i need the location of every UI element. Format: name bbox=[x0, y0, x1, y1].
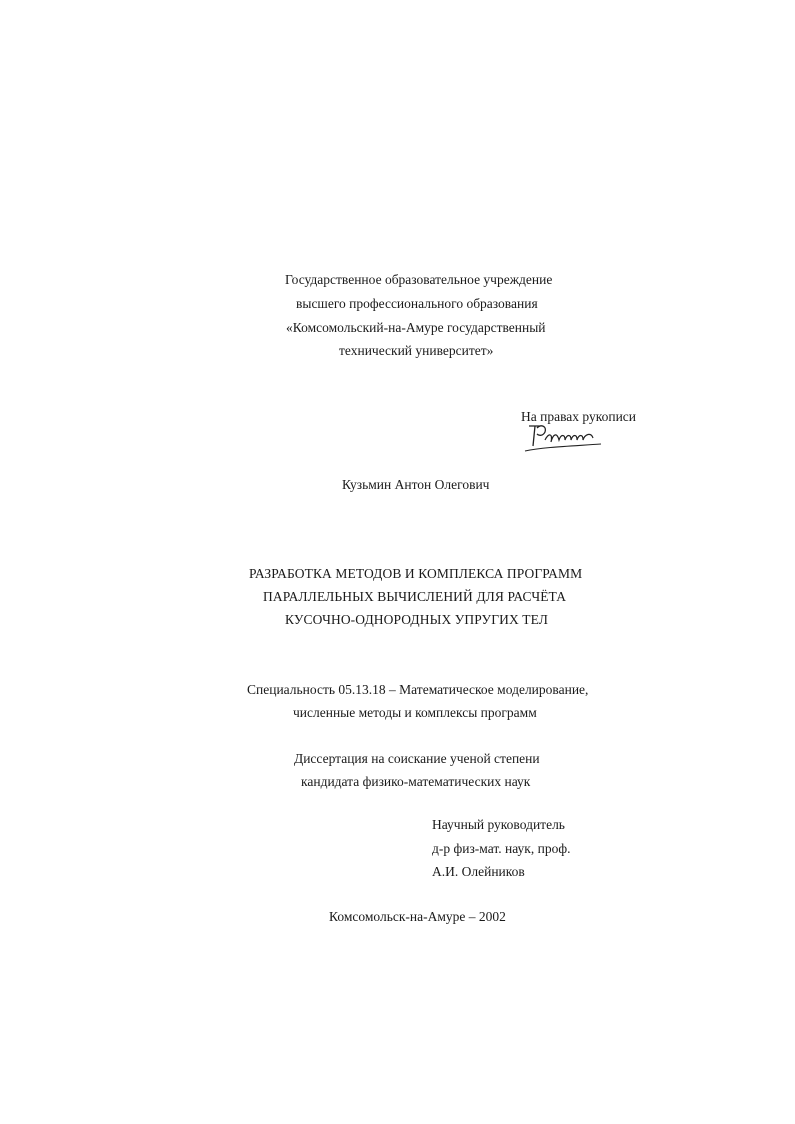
title-line: ПАРАЛЛЕЛЬНЫХ ВЫЧИСЛЕНИЙ ДЛЯ РАСЧЁТА bbox=[263, 589, 567, 604]
specialty-line: Специальность 05.13.18 – Математическое моделирование, bbox=[247, 682, 589, 697]
supervisor-line: Научный руководитель bbox=[432, 817, 565, 832]
degree-line: Диссертация на соискание ученой степени bbox=[294, 751, 540, 766]
signature-image bbox=[523, 420, 603, 456]
title-line: КУСОЧНО-ОДНОРОДНЫХ УПРУГИХ ТЕЛ bbox=[285, 612, 549, 627]
institution-line: Государственное образовательное учреждение bbox=[285, 272, 553, 287]
title-line: РАЗРАБОТКА МЕТОДОВ И КОМПЛЕКСА ПРОГРАММ bbox=[249, 566, 583, 581]
institution-line: «Комсомольский-на-Амуре государственный bbox=[286, 320, 546, 335]
place-year: Комсомольск-на-Амуре – 2002 bbox=[329, 909, 506, 924]
rights-note: На правах рукописи bbox=[521, 409, 637, 424]
degree-line: кандидата физико-математических наук bbox=[301, 774, 531, 789]
institution-line: технический университет» bbox=[339, 343, 494, 358]
supervisor-line: д-р физ-мат. наук, проф. bbox=[432, 841, 571, 856]
institution-line: высшего профессионального образования bbox=[296, 296, 538, 311]
supervisor-line: А.И. Олейников bbox=[432, 864, 525, 879]
specialty-line: численные методы и комплексы программ bbox=[293, 705, 537, 720]
author-name: Кузьмин Антон Олегович bbox=[342, 477, 490, 492]
